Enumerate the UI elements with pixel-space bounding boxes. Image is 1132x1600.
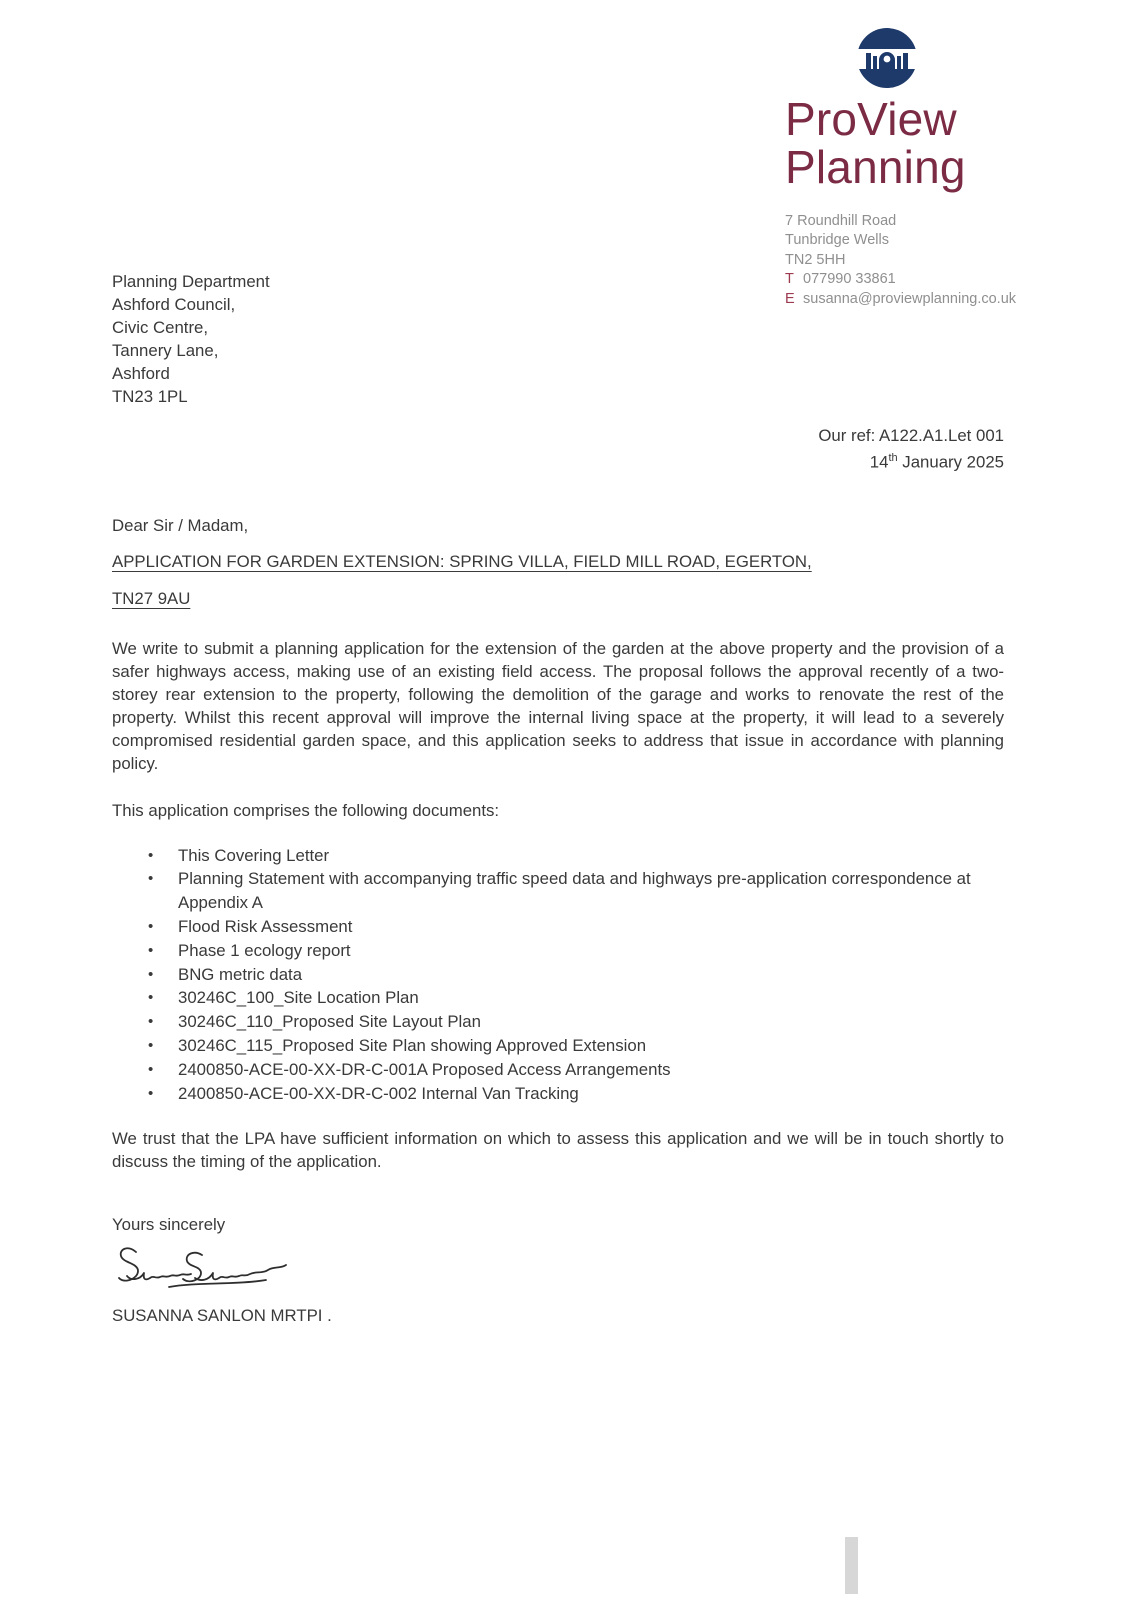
document-item: • 2400850-ACE-00-XX-DR-C-002 Internal Van Tracking bbox=[178, 1082, 1004, 1106]
proview-planning-logo-icon bbox=[855, 26, 919, 90]
documents-intro: This application comprises the following documents: bbox=[112, 800, 500, 820]
recipient-address-line: TN23 1PL bbox=[112, 387, 188, 406]
subject-line1: APPLICATION FOR GARDEN EXTENSION: SPRING VILLA, FIELD MILL ROAD, EGERTON, bbox=[112, 551, 812, 571]
brand-name-line2: Planning bbox=[785, 140, 966, 193]
document-item: • 2400850-ACE-00-XX-DR-C-001A Proposed Access Arrangements bbox=[178, 1058, 1004, 1082]
our-ref: Our ref: A122.A1.Let 001 bbox=[818, 426, 1004, 445]
recipient-address-line: Planning Department bbox=[112, 272, 270, 291]
sender-address-line: 7 Roundhill Road bbox=[785, 212, 897, 229]
signoff: Yours sincerely bbox=[112, 1215, 226, 1235]
document-item: • Phase 1 ecology report bbox=[178, 939, 1004, 963]
document-item: • Flood Risk Assessment bbox=[178, 915, 1004, 939]
phone-label: T bbox=[785, 271, 794, 288]
recipient-address bbox=[112, 270, 1004, 408]
recipient-address-line: Ashford bbox=[112, 364, 170, 383]
closing-paragraph: We trust that the LPA have sufficient information on which to assess this application and we will be in touch shortly to discuss the timing of the application. bbox=[112, 1129, 1004, 1172]
sender-address bbox=[785, 212, 1095, 271]
recipient-address-line: Civic Centre, bbox=[112, 318, 209, 337]
recipient-address-line: Tannery Lane, bbox=[112, 341, 219, 360]
brand-name-line1: ProView bbox=[785, 93, 957, 145]
body-paragraph: We write to submit a planning application for the extension of the garden at the above property and the provision of a safer highways access, making use of an existing field access. The proposal follows the approval recently of a two-storey rear extension to the property, following the demolition of the garage and works to renovate the rest of the property. Whilst this recent approval will improve the internal living space at the property, it will lead to a severely compromised residential garden space, and this application seeks to address that issue in accordance with planning policy. bbox=[112, 638, 1004, 773]
document-item: • 30246C_110_Proposed Site Layout Plan bbox=[178, 1010, 1004, 1034]
email-label: E bbox=[785, 290, 795, 307]
document-item: • This Covering Letter bbox=[178, 844, 1004, 868]
salutation: Dear Sir / Madam, bbox=[112, 515, 249, 535]
date-ordinal-suffix: th bbox=[888, 452, 898, 464]
reference-block bbox=[112, 424, 1004, 474]
documents-list bbox=[112, 844, 1004, 1106]
document-item: • 30246C_115_Proposed Site Plan showing Approved Extension bbox=[178, 1034, 1004, 1058]
letter-date bbox=[112, 447, 1004, 474]
sender-address-line: TN2 5HH bbox=[785, 251, 846, 268]
subject-heading bbox=[112, 543, 1004, 617]
phone-number: 077990 33861 bbox=[803, 271, 896, 288]
signature-handwritten bbox=[114, 1240, 294, 1302]
date-month-year: January 2025 bbox=[897, 452, 1004, 472]
subject-line2: TN27 9AU bbox=[112, 588, 191, 608]
date-day: 14 bbox=[869, 452, 889, 472]
document-item: • Planning Statement with accompanying traffic speed data and highways pre-application correspondence at Appendix A bbox=[178, 867, 1004, 915]
email-address: susanna@proviewplanning.co.uk bbox=[803, 290, 1017, 307]
scrollbar-thumb[interactable] bbox=[845, 1537, 858, 1594]
document-item: • 30246C_100_Site Location Plan bbox=[178, 986, 1004, 1010]
brand-name bbox=[785, 93, 1095, 193]
signatory-name: SUSANNA SANLON MRTPI . bbox=[112, 1306, 332, 1326]
recipient-address-line: Ashford Council, bbox=[112, 295, 236, 314]
document-item: • BNG metric data bbox=[178, 963, 1004, 987]
letter-body bbox=[112, 270, 1004, 1327]
sender-address-line: Tunbridge Wells bbox=[785, 232, 889, 249]
letterhead bbox=[785, 26, 1095, 309]
